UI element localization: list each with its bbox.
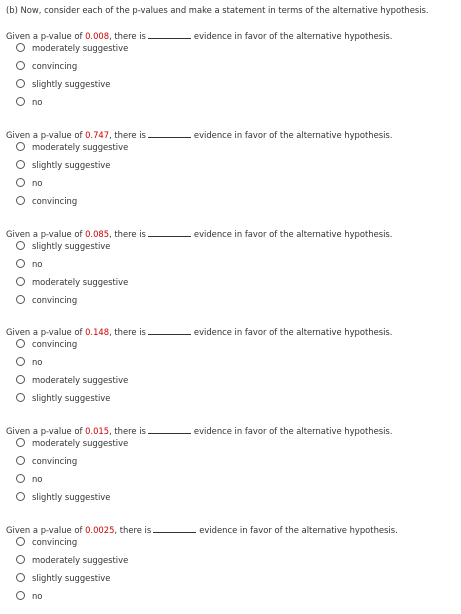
p-value: 0.085 bbox=[85, 229, 110, 239]
radio-button-icon[interactable] bbox=[16, 555, 25, 564]
answer-blank bbox=[153, 532, 196, 533]
option-radio[interactable]: moderately suggestive bbox=[16, 554, 128, 566]
answer-blank bbox=[148, 334, 191, 335]
option-radio[interactable]: moderately suggestive bbox=[16, 276, 128, 288]
option-radio[interactable]: convincing bbox=[16, 338, 77, 350]
question-3 bbox=[6, 228, 456, 305]
radio-button-icon[interactable] bbox=[16, 61, 25, 70]
radio-button-icon[interactable] bbox=[16, 573, 25, 582]
option-radio[interactable]: no bbox=[16, 177, 42, 189]
answer-blank bbox=[148, 38, 191, 39]
question-4 bbox=[6, 326, 456, 403]
option-radio[interactable]: no bbox=[16, 473, 42, 485]
option-radio[interactable]: moderately suggestive bbox=[16, 437, 128, 449]
option-radio[interactable]: slightly suggestive bbox=[16, 240, 110, 252]
option-radio[interactable]: slightly suggestive bbox=[16, 159, 110, 171]
option-radio[interactable]: no bbox=[16, 356, 42, 368]
radio-button-icon[interactable] bbox=[16, 438, 25, 447]
radio-button-icon[interactable] bbox=[16, 375, 25, 384]
p-value: 0.747 bbox=[85, 130, 110, 140]
radio-button-icon[interactable] bbox=[16, 474, 25, 483]
radio-button-icon[interactable] bbox=[16, 178, 25, 187]
radio-button-icon[interactable] bbox=[16, 142, 25, 151]
question-stem: Given a p-value of 0.008, there is evidence in favor of the alternative hypothesis. bbox=[6, 31, 393, 41]
radio-button-icon[interactable] bbox=[16, 393, 25, 402]
question-stem: Given a p-value of 0.015, there is evidence in favor of the alternative hypothesis. bbox=[6, 426, 393, 436]
radio-button-icon[interactable] bbox=[16, 456, 25, 465]
radio-button-icon[interactable] bbox=[16, 492, 25, 501]
question-stem: Given a p-value of 0.148, there is evidence in favor of the alternative hypothesis. bbox=[6, 327, 393, 337]
radio-button-icon[interactable] bbox=[16, 295, 25, 304]
radio-button-icon[interactable] bbox=[16, 357, 25, 366]
question-5 bbox=[6, 425, 456, 502]
answer-blank bbox=[148, 236, 191, 237]
radio-button-icon[interactable] bbox=[16, 259, 25, 268]
option-radio[interactable]: moderately suggestive bbox=[16, 42, 128, 54]
radio-button-icon[interactable] bbox=[16, 97, 25, 106]
option-radio[interactable]: slightly suggestive bbox=[16, 392, 110, 404]
question-stem: Given a p-value of 0.747, there is evidence in favor of the alternative hypothesis. bbox=[6, 130, 393, 140]
radio-button-icon[interactable] bbox=[16, 43, 25, 52]
option-radio[interactable]: slightly suggestive bbox=[16, 491, 110, 503]
p-value: 0.0025 bbox=[85, 525, 115, 535]
p-value: 0.008 bbox=[85, 31, 110, 41]
option-radio[interactable]: convincing bbox=[16, 536, 77, 548]
option-radio[interactable]: convincing bbox=[16, 60, 77, 72]
question-2 bbox=[6, 129, 456, 206]
option-radio[interactable]: slightly suggestive bbox=[16, 78, 110, 90]
option-radio[interactable]: convincing bbox=[16, 455, 77, 467]
option-radio[interactable]: no bbox=[16, 96, 42, 108]
radio-button-icon[interactable] bbox=[16, 160, 25, 169]
question-stem: Given a p-value of 0.085, there is evidence in favor of the alternative hypothesis. bbox=[6, 229, 393, 239]
radio-button-icon[interactable] bbox=[16, 339, 25, 348]
answer-blank bbox=[148, 137, 191, 138]
option-radio[interactable]: no bbox=[16, 258, 42, 270]
p-value: 0.148 bbox=[85, 327, 110, 337]
question-1 bbox=[6, 30, 456, 107]
option-radio[interactable]: convincing bbox=[16, 294, 77, 306]
radio-button-icon[interactable] bbox=[16, 79, 25, 88]
question-intro: (b) Now, consider each of the p-values and make a statement in terms of the alternative hypothesis. bbox=[6, 5, 429, 15]
option-radio[interactable]: slightly suggestive bbox=[16, 572, 110, 584]
radio-button-icon[interactable] bbox=[16, 591, 25, 600]
question-6 bbox=[6, 524, 456, 601]
radio-button-icon[interactable] bbox=[16, 196, 25, 205]
answer-blank bbox=[148, 433, 191, 434]
radio-button-icon[interactable] bbox=[16, 537, 25, 546]
option-radio[interactable]: moderately suggestive bbox=[16, 374, 128, 386]
option-radio[interactable]: no bbox=[16, 590, 42, 602]
option-radio[interactable]: convincing bbox=[16, 195, 77, 207]
option-radio[interactable]: moderately suggestive bbox=[16, 141, 128, 153]
p-value: 0.015 bbox=[85, 426, 110, 436]
question-stem: Given a p-value of 0.0025, there is evidence in favor of the alternative hypothesis. bbox=[6, 525, 398, 535]
radio-button-icon[interactable] bbox=[16, 241, 25, 250]
radio-button-icon[interactable] bbox=[16, 277, 25, 286]
